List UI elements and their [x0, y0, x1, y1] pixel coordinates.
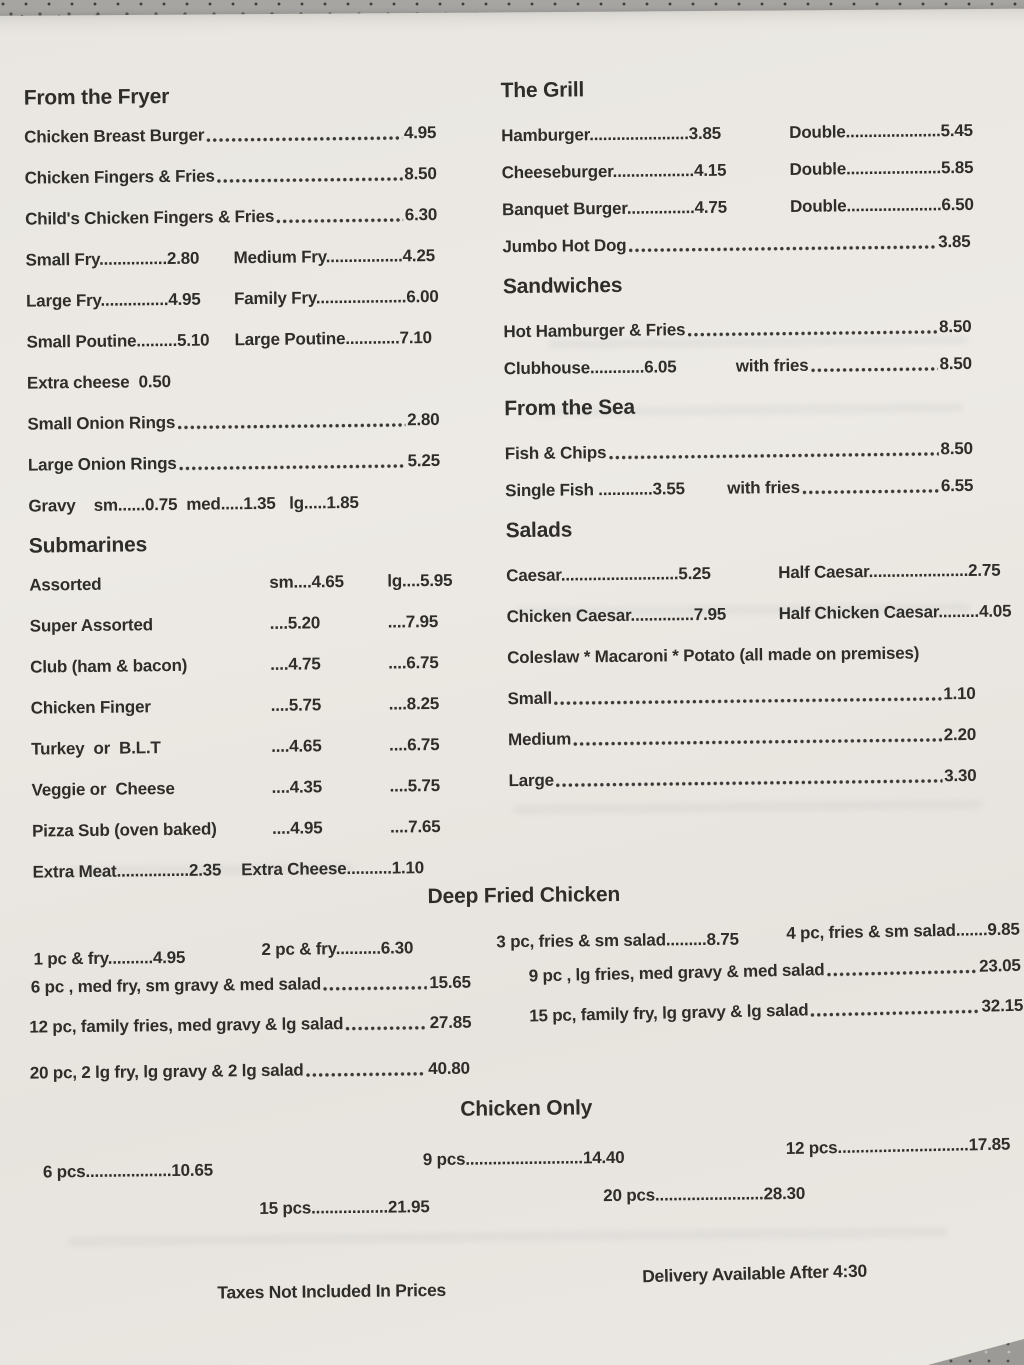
menu-item-pair	[501, 156, 974, 184]
menu-paper	[0, 9, 1024, 1365]
item-label: Double.....................6.50	[789, 194, 974, 216]
item-label: Banquet Burger...............4.75	[501, 197, 728, 220]
menu-item	[30, 1057, 470, 1085]
item-label: Super Assorted	[29, 615, 154, 636]
item-price-small: ....4.35	[271, 777, 323, 797]
item-price: 8.50	[940, 438, 973, 459]
menu-item-pair	[26, 326, 438, 354]
dot-leader	[206, 134, 402, 143]
section-title-chicken-only: Chicken Only	[460, 1096, 593, 1121]
dot-leader	[826, 968, 977, 978]
menu-item	[503, 315, 971, 343]
item-price-large: ....6.75	[388, 652, 439, 673]
item-price-large: ....5.75	[389, 775, 441, 796]
dot-leader	[305, 1070, 426, 1078]
item-label: Half Chicken Caesar.........4.05	[778, 601, 1012, 624]
menu-item: 6 pcs...................10.65	[42, 1160, 213, 1182]
item-label: Double.....................5.85	[789, 157, 974, 179]
item-label: 9 pc , lg fries, med gravy & med salad	[528, 960, 825, 986]
footer-delivery-note: Delivery Available After 4:30	[641, 1260, 868, 1287]
dot-leader	[608, 450, 938, 461]
menu-item	[502, 230, 970, 258]
menu-item	[31, 774, 443, 802]
menu-item	[505, 437, 973, 465]
item-label: Small Fry...............2.80	[25, 248, 200, 270]
menu-item-pair	[504, 352, 972, 380]
item-price: 8.50	[939, 316, 972, 337]
menu-item-pair	[501, 119, 973, 147]
item-price: 6.55	[940, 475, 974, 496]
item-label: Fish & Chips	[504, 443, 607, 464]
item-price-large: ....6.75	[389, 734, 440, 755]
menu-item	[25, 203, 437, 231]
item-price: 8.50	[404, 163, 437, 184]
menu-item: 2 pc & fry..........6.30	[261, 938, 414, 959]
item-price: 2.20	[943, 724, 977, 745]
item-price-large: ....7.95	[387, 611, 439, 632]
item-label: Gravy sm......0.75 med.....1.35 lg.....1.85	[28, 492, 359, 516]
dot-leader	[573, 736, 942, 747]
item-label: 20 pc, 2 lg fry, lg gravy & 2 lg salad	[29, 1060, 304, 1083]
item-price: 3.30	[944, 765, 977, 786]
menu-item	[29, 569, 453, 597]
item-label: Club (ham & bacon)	[30, 655, 188, 677]
item-price-large: ....7.65	[389, 816, 441, 837]
menu-item: 3 pc, fries & sm salad.........8.75	[496, 929, 739, 952]
item-label: Small Onion Rings	[27, 412, 176, 434]
item-price: 2.80	[407, 409, 440, 430]
item-label: Turkey or B.L.T	[31, 738, 161, 759]
menu-item	[27, 408, 439, 436]
dot-leader	[177, 421, 405, 431]
dot-leader	[628, 243, 936, 253]
item-price-large: lg....5.95	[387, 570, 453, 591]
menu-item: 20 pcs........................28.30	[603, 1183, 806, 1206]
section-title-grill: The Grill	[500, 78, 585, 103]
item-price: 32.15	[981, 995, 1024, 1016]
item-label: Family Fry....................6.00	[233, 286, 439, 309]
menu-item	[28, 490, 440, 518]
item-price: 40.80	[428, 1058, 470, 1079]
menu-item-pair	[25, 244, 437, 272]
dot-leader	[217, 175, 403, 184]
item-price: 27.85	[429, 1012, 472, 1033]
item-price: 23.05	[978, 955, 1021, 976]
dot-leader	[810, 1008, 979, 1019]
item-label: Pizza Sub (oven baked)	[31, 819, 217, 841]
menu-item: 4 pc, fries & sm salad.......9.85	[786, 919, 1020, 943]
menu-item	[24, 121, 436, 149]
section-title-salads: Salads	[505, 518, 573, 543]
item-label: 15 pc, family fry, lg gravy & lg salad	[529, 1000, 809, 1026]
menu-item-pair	[32, 856, 444, 884]
item-label: Chicken Finger	[30, 697, 151, 718]
item-label: Chicken Caesar..............7.95	[506, 604, 727, 627]
item-price: 4.95	[403, 122, 437, 143]
item-label: Extra cheese 0.50	[26, 371, 171, 393]
item-price: 5.25	[407, 450, 441, 471]
item-label: Hot Hamburger & Fries	[503, 320, 686, 342]
item-price-small: sm....4.65	[269, 572, 344, 592]
dot-leader	[323, 984, 427, 992]
item-label: with fries	[727, 477, 800, 498]
section-title-sea: From the Sea	[504, 395, 636, 421]
item-label: Hamburger......................3.85	[501, 123, 722, 146]
item-label: Clubhouse............6.05	[503, 357, 677, 379]
dot-leader	[810, 365, 937, 373]
menu-item	[32, 815, 444, 843]
menu-item	[25, 162, 437, 190]
left-column	[23, 83, 453, 902]
right-column	[500, 75, 1012, 810]
item-label: Large Poutine............7.10	[234, 328, 432, 350]
item-label: Chicken Breast Burger	[24, 125, 205, 147]
item-label: Medium	[507, 729, 572, 750]
item-label: Single Fish ............3.55	[505, 479, 685, 501]
item-price-large: ....8.25	[388, 693, 440, 714]
item-label: Medium Fry.................4.25	[233, 245, 436, 268]
menu-item	[529, 954, 1021, 988]
section-title-fryer: From the Fryer	[23, 84, 170, 110]
menu-item	[529, 994, 1023, 1028]
dot-leader	[687, 328, 937, 338]
item-label: Double.....................5.45	[789, 120, 973, 142]
item-label: Veggie or Cheese	[31, 778, 175, 800]
item-label: Child's Chicken Fingers & Fries	[25, 206, 275, 229]
item-price-small: ....4.95	[271, 818, 323, 838]
dot-leader	[345, 1024, 428, 1032]
menu-item	[31, 971, 471, 999]
item-label: Cheeseburger..................4.15	[501, 160, 727, 183]
dot-leader	[554, 695, 941, 706]
menu-item: 15 pcs.................21.95	[259, 1197, 430, 1219]
menu-item	[28, 449, 440, 477]
menu-item: 9 pcs..........................14.40	[422, 1147, 625, 1170]
item-label: Jumbo Hot Dog	[502, 235, 627, 257]
menu-item-pair	[501, 193, 974, 221]
menu-item: 12 pcs.............................17.85	[785, 1134, 1011, 1159]
section-title-deep-fried: Deep Fried Chicken	[427, 882, 621, 909]
item-label: 12 pc, family fries, med gravy & lg salad	[29, 1014, 344, 1037]
item-label: Half Caesar......................2.75	[778, 560, 1001, 583]
item-label: 6 pc , med fry, sm gravy & med salad	[30, 974, 322, 997]
bleed-through-artifact	[68, 1227, 948, 1246]
footer-taxes-note: Taxes Not Included In Prices	[217, 1279, 446, 1303]
item-label: Extra Cheese..........1.10	[241, 858, 425, 880]
item-label: Large	[508, 770, 554, 791]
item-price: 15.65	[429, 972, 471, 993]
item-price-small: ....4.65	[271, 736, 322, 756]
dot-leader	[276, 216, 403, 224]
item-price-small: ....5.75	[270, 695, 322, 715]
section-title-submarines: Submarines	[28, 533, 148, 558]
menu-content	[0, 4, 1024, 1365]
note-text: Coleslaw * Macaroni * Potato (all made on premises)	[507, 643, 920, 668]
dot-leader	[179, 462, 406, 472]
item-price-small: ....4.75	[270, 654, 321, 674]
item-label: Caesar..........................5.25	[506, 563, 711, 586]
menu-item-pair	[26, 285, 438, 313]
dot-leader	[556, 777, 942, 788]
dot-leader	[802, 487, 939, 496]
item-label: Large Onion Rings	[27, 453, 177, 475]
item-price: 3.85	[938, 231, 971, 252]
menu-item	[30, 610, 442, 638]
menu-item	[31, 733, 443, 761]
item-label: Assorted	[29, 574, 102, 595]
item-price: 6.30	[404, 204, 438, 225]
item-price: 8.50	[939, 353, 972, 374]
item-label: Chicken Fingers & Fries	[24, 166, 215, 188]
menu-item	[508, 723, 976, 751]
item-label: Small Poutine.........5.10	[26, 330, 210, 352]
menu-item	[507, 682, 975, 710]
menu-item-pair	[506, 559, 1001, 587]
menu-item: 1 pc & fry..........4.95	[33, 947, 186, 969]
menu-item	[508, 764, 976, 792]
item-price-small: ....5.20	[269, 613, 321, 633]
item-label: with fries	[735, 355, 809, 376]
item-label: Large Fry...............4.95	[25, 289, 201, 311]
item-label: Small	[507, 688, 553, 709]
menu-item	[27, 367, 439, 395]
menu-item-pair	[506, 600, 1012, 628]
section-title-sandwiches: Sandwiches	[502, 273, 623, 299]
item-label: Extra Meat................2.35	[32, 860, 222, 882]
menu-item	[31, 692, 443, 720]
menu-item	[30, 651, 442, 679]
menu-item-pair	[505, 474, 973, 502]
menu-item	[29, 1011, 471, 1039]
item-price: 1.10	[943, 683, 976, 704]
section-chicken-only	[30, 1092, 1022, 1219]
menu-note	[507, 641, 975, 669]
